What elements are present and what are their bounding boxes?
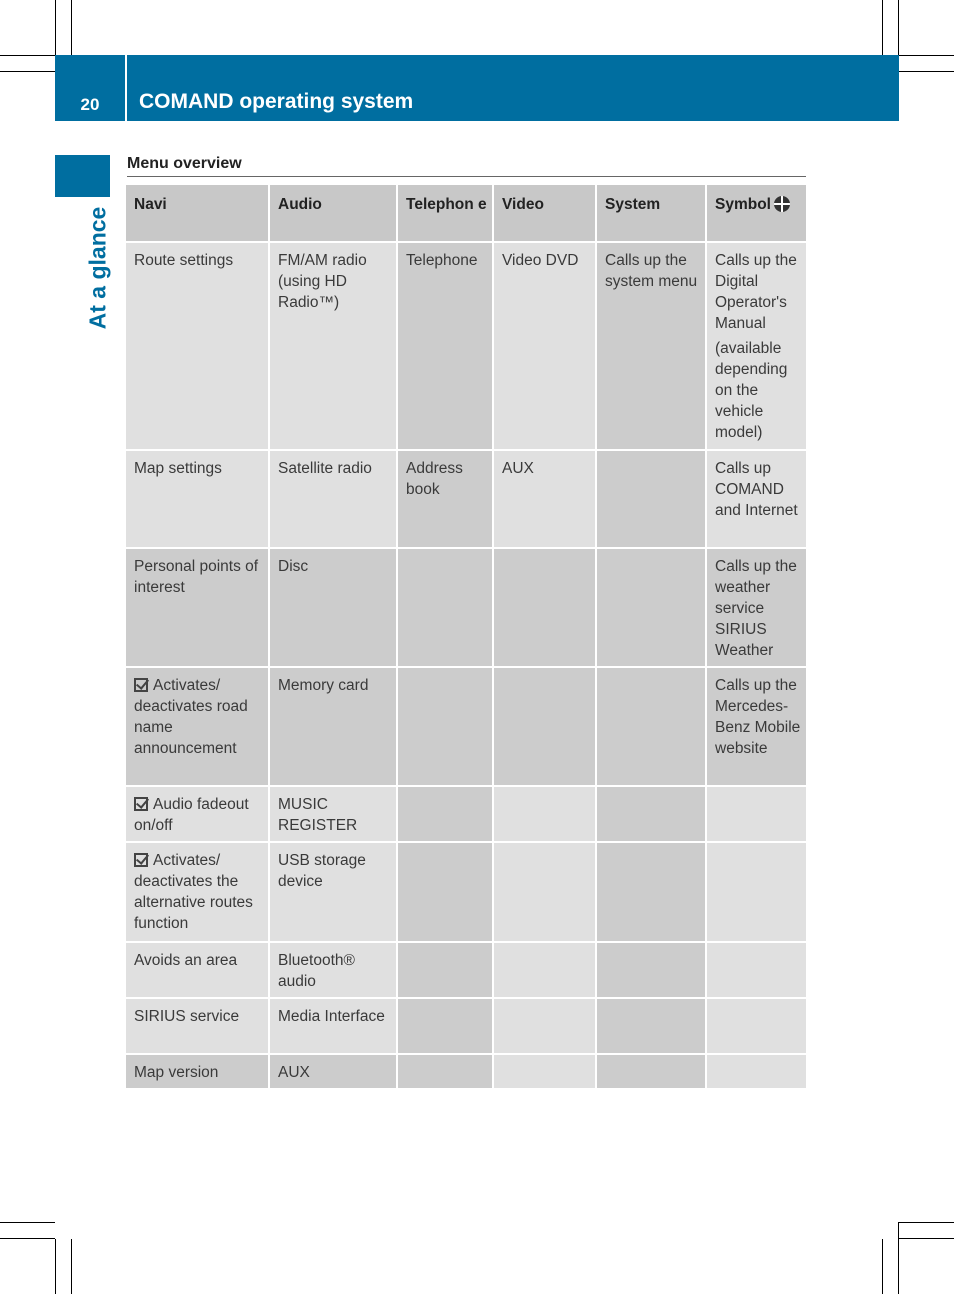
table-cell xyxy=(126,842,269,942)
table-cell: SIRIUS service xyxy=(126,998,269,1054)
table-cell xyxy=(493,786,596,842)
table-cell xyxy=(397,786,493,842)
crop-mark xyxy=(0,1222,55,1223)
side-tab-marker xyxy=(55,155,110,197)
table-cell xyxy=(596,548,706,667)
cell-text: Activates/ deactivates the alternative routes function xyxy=(134,852,253,932)
table-cell xyxy=(706,786,806,842)
table-cell xyxy=(596,942,706,998)
table-row xyxy=(126,786,806,842)
table-row xyxy=(126,842,806,942)
table-cell xyxy=(397,998,493,1054)
table-cell xyxy=(596,786,706,842)
table-cell xyxy=(493,998,596,1054)
table-row xyxy=(126,450,806,548)
table-cell xyxy=(397,667,493,786)
header-divider xyxy=(125,55,127,121)
table-cell: FM/AM radio (using HD Radio™) xyxy=(269,242,397,450)
table-cell: Calls up COMAND and Internet xyxy=(706,450,806,548)
table-cell xyxy=(596,667,706,786)
column-header-navi: Navi xyxy=(126,185,269,242)
crop-mark xyxy=(898,1222,899,1294)
table-cell xyxy=(126,667,269,786)
cell-text: Activates/ deactivates road name announcement xyxy=(134,677,248,757)
table-cell: Route settings xyxy=(126,242,269,450)
column-header-audio: Audio xyxy=(269,185,397,242)
table-cell xyxy=(706,242,806,450)
crop-mark xyxy=(898,0,899,55)
table-cell: Disc xyxy=(269,548,397,667)
table-cell: Personal points of interest xyxy=(126,548,269,667)
table-cell xyxy=(493,1054,596,1089)
table-cell: MUSIC REGISTER xyxy=(269,786,397,842)
cell-text: Audio fadeout on/off xyxy=(134,796,249,834)
column-header-symbol xyxy=(706,185,806,242)
table-cell: Map version xyxy=(126,1054,269,1089)
crop-mark xyxy=(899,1222,954,1223)
table-cell: Satellite radio xyxy=(269,450,397,548)
table-cell: Memory card xyxy=(269,667,397,786)
table-cell: AUX xyxy=(493,450,596,548)
table-cell: Calls up the Mercedes-Benz Mobile website xyxy=(706,667,806,786)
checkbox-icon xyxy=(134,797,148,811)
crop-mark xyxy=(0,1238,55,1239)
table-cell xyxy=(397,842,493,942)
crop-mark xyxy=(0,71,55,72)
table-cell xyxy=(397,1054,493,1089)
crop-mark xyxy=(899,1238,954,1239)
table-cell xyxy=(493,548,596,667)
table-cell: Map settings xyxy=(126,450,269,548)
crop-mark xyxy=(0,55,55,56)
table-header-row xyxy=(126,185,806,242)
side-tab-label: At a glance xyxy=(84,206,111,330)
table-cell xyxy=(596,842,706,942)
table-cell xyxy=(596,998,706,1054)
column-header-symbol-label: Symbol xyxy=(715,196,771,213)
cell-text: Calls up the Digital Operator's Manual xyxy=(715,252,797,332)
crop-mark xyxy=(882,0,883,55)
checkbox-icon xyxy=(134,678,148,692)
table-cell: Telephone xyxy=(397,242,493,450)
column-header-system: System xyxy=(596,185,706,242)
table-cell xyxy=(596,1054,706,1089)
crop-mark xyxy=(55,1239,56,1294)
table-cell: Avoids an area xyxy=(126,942,269,998)
table-row xyxy=(126,667,806,786)
crop-mark xyxy=(71,0,72,55)
section-title: Menu overview xyxy=(127,155,242,172)
table-cell xyxy=(493,842,596,942)
table-cell: AUX xyxy=(269,1054,397,1089)
table-cell xyxy=(706,1054,806,1089)
crop-mark xyxy=(55,0,56,55)
table-cell: Calls up the weather service SIRIUS Weather xyxy=(706,548,806,667)
checkbox-icon xyxy=(134,853,148,867)
column-header-telephone: Telephon e xyxy=(397,185,493,242)
table-row xyxy=(126,242,806,450)
globe-icon xyxy=(774,196,790,212)
crop-mark xyxy=(71,1239,72,1294)
table-cell: USB storage device xyxy=(269,842,397,942)
table-cell xyxy=(706,842,806,942)
page-title: COMAND operating system xyxy=(139,90,414,113)
table-row xyxy=(126,998,806,1054)
crop-mark xyxy=(899,55,954,56)
table-cell: Media Interface xyxy=(269,998,397,1054)
cell-note: (available depending on the vehicle model) xyxy=(715,340,788,441)
table-cell xyxy=(493,942,596,998)
table-row xyxy=(126,1054,806,1089)
table-cell: Calls up the system menu xyxy=(596,242,706,450)
table-cell xyxy=(397,942,493,998)
table-cell: Video DVD xyxy=(493,242,596,450)
table-cell xyxy=(596,450,706,548)
table-row xyxy=(126,548,806,667)
page-number: 20 xyxy=(80,95,100,114)
menu-overview-table xyxy=(126,185,806,1090)
table-cell xyxy=(706,998,806,1054)
crop-mark xyxy=(899,71,954,72)
table-cell xyxy=(397,548,493,667)
section-rule xyxy=(127,176,806,177)
table-row xyxy=(126,942,806,998)
table-cell xyxy=(493,667,596,786)
column-header-video: Video xyxy=(493,185,596,242)
table-cell xyxy=(706,942,806,998)
table-cell xyxy=(126,786,269,842)
table-cell: Address book xyxy=(397,450,493,548)
crop-mark xyxy=(882,1239,883,1294)
table-cell: Bluetooth® audio xyxy=(269,942,397,998)
